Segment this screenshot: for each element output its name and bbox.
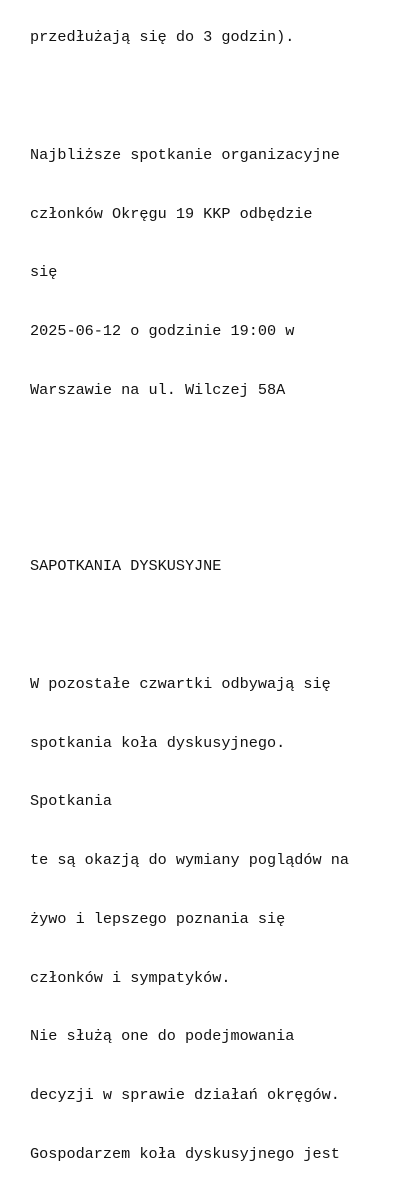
text-line: spotkania koła dyskusyjnego. [30,733,286,752]
text-line: członków Okręgu 19 KKP odbędzie [30,204,313,223]
text-line: żywo i lepszego poznania się [30,909,286,928]
blank-line [30,440,390,460]
text-line: Spotkania [30,792,113,811]
meeting-date-line: 2025-06-12 o godzinie 19:00 w [30,322,295,341]
text-line: Najbliższe spotkanie organizacyjne [30,145,340,164]
blank-line [30,87,390,107]
text-line: Gospodarzem koła dyskusyjnego jest [30,1145,340,1164]
blank-line [30,498,390,518]
text-line: się [30,263,58,282]
document-text [30,0,390,1204]
section-heading: SAPOTKANIA DYSKUSYJNE [30,557,222,576]
text-line: decyzji w sprawie działań okręgów. [30,1086,340,1105]
blank-line [30,616,390,636]
text-line: W pozostałe czwartki odbywają się [30,674,331,693]
text-line: członków i sympatyków. [30,968,231,987]
text-line: te są okazją do wymiany poglądów na [30,851,349,870]
meeting-address-line: Warszawie na ul. Wilczej 58A [30,380,286,399]
text-line: Nie służą one do podejmowania [30,1027,295,1046]
text-line: przedłużają się do 3 godzin). [30,28,295,47]
